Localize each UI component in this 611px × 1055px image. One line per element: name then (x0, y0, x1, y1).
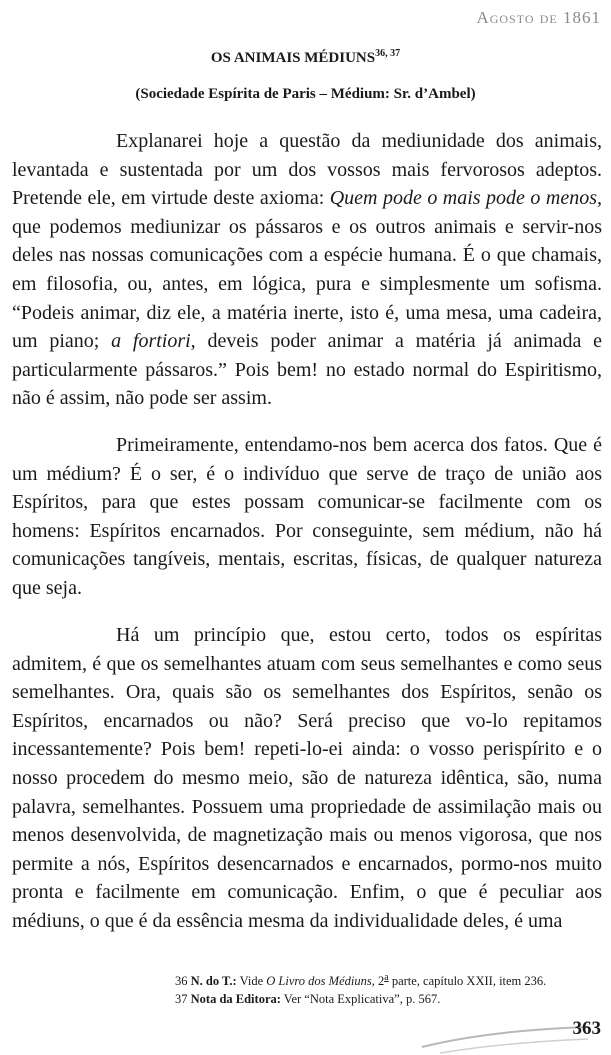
p3-text: Há um princípio que, estou certo, todos os espíritas admitem, é que os semelhantes atuam com seus semelhantes e como seus semelhantes. Ora, quais são os semelhantes dos Espíritos, senão os Espíritos, encarnados ou não? Será preciso que vo-lo repitamos incessantemente? Pois bem! repeti-lo-ei ainda: o vosso perispírito e o nosso procedem do mesmo meio, são de natureza idêntica, são, numa palavra, semelhantes. Possuem uma propriedade de assimilação mais ou menos desenvolvida, de magnetização mais ou menos vigorosa, que nos permite a nós, Espíritos desencarnados e encarnados, pormo-nos muito pronta e facilmente em comunicação. Enfim, o que é peculiar aos médiuns, o que é da essência mesma da individualidade deles, é uma (12, 624, 602, 932)
p1-a-fortiori: a fortiori, (111, 330, 196, 353)
footnotes (175, 969, 605, 1008)
footnote-37-label: Nota da Editora: (190, 992, 281, 1007)
p2-text: Primeiramente, entendamo-nos bem acerca dos fatos. Que é um médium? É o ser, é o indivíduo que serve de traço de união aos Espíritos, para que estes possam comunicar-se facilmente com os homens: Espíritos encarnados. Por conseguinte, sem médium, não há comunicações tangíveis, mentais, escritas, físicas, de qualquer natureza que seja. (12, 434, 602, 599)
running-header: Agosto de 1861 (476, 8, 601, 27)
footnote-36-pre: Vide (236, 974, 267, 989)
article-subtitle: (Sociedade Espírita de Paris – Médium: Sr. d’Ambel) (135, 86, 476, 102)
footnote-36 (175, 969, 605, 990)
footnote-37-num: 37 (175, 992, 188, 1007)
paragraph-2 (12, 431, 602, 603)
article-title-text: OS ANIMAIS MÉDIUNS (210, 50, 376, 66)
p1-text-a: Explanarei hoje a questão da mediunidade dos animais, levantada e sustentada por um dos vossos mais fervorosos adeptos. Pretende ele, em virtude deste axioma: (12, 130, 602, 210)
title-footnote-refs[interactable]: 36, 37 (375, 48, 401, 59)
paragraph-1 (12, 127, 602, 413)
article-title (0, 48, 611, 67)
page-number: 363 (572, 1018, 601, 1039)
page-decoration-swoosh (420, 1015, 590, 1055)
p1-text-c: que podemos mediunizar os pássaros e os outros animais e servir-nos deles nas nossas comunicações com a espécie humana. É o que chamais, em filosofia, ou, antes, em lógica, pura e simplesmente um sofisma. “Podeis animar, diz ele, a matéria inerte, isto é, uma mesa, uma cadeira, um piano; (12, 215, 602, 353)
footnote-36-ordinal: a (384, 972, 389, 983)
footnote-37 (175, 990, 605, 1008)
footnote-36-post: parte, capítulo XXII, item 236. (388, 974, 547, 989)
footnote-37-text: Ver “Nota Explicativa”, p. 567. (280, 992, 441, 1007)
p1-axiom: Quem pode o mais pode o menos, (329, 187, 602, 210)
footnote-36-part: , 2 (371, 974, 385, 989)
footnote-36-label: N. do T.: (190, 974, 237, 989)
paragraph-3 (12, 621, 602, 936)
p1-text-e: deveis poder animar a matéria já animada e particularmente pássaros.” Pois bem! no estado normal do Espiritismo, não é assim, não pode ser assim. (12, 330, 602, 410)
footnote-36-num: 36 (175, 974, 188, 989)
footnote-36-book: O Livro dos Médiuns (266, 974, 372, 989)
